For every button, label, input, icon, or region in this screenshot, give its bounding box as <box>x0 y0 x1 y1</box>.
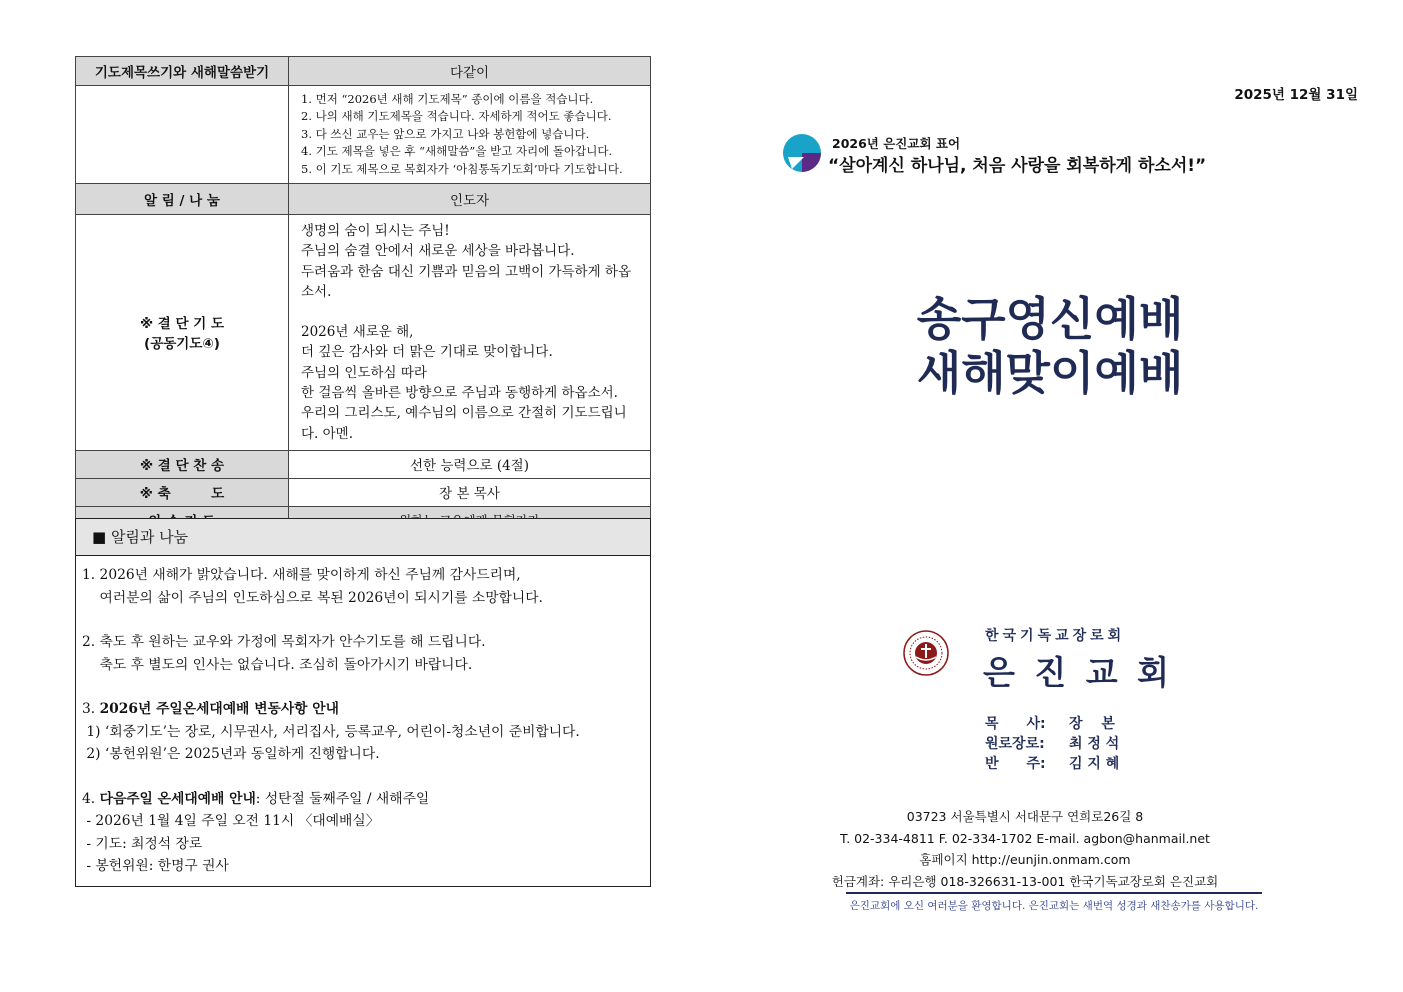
order-value-announcements: 인도자 <box>289 184 651 215</box>
notice-body <box>76 556 650 886</box>
prayer-line: 주님의 숨결 안에서 새로운 세상을 바라봅니다. <box>301 243 575 260</box>
prayer-line: 더 깊은 감사와 더 맑은 기대로 맞이합니다. <box>301 344 553 361</box>
staff-name: 최 정 석 <box>1069 736 1120 752</box>
motto-logo-icon <box>782 133 822 173</box>
notice-line: 2) ‘봉헌위원’은 2025년과 동일하게 진행합니다. <box>82 746 380 762</box>
order-value-prayer-writing: 다같이 <box>289 57 651 86</box>
staff-row <box>985 754 1119 774</box>
notice-item-4-rest: : 성탄절 둘째주일 / 새해주일 <box>255 790 430 807</box>
notice-item-4-title: 다음주일 온세대예배 안내 <box>99 790 256 807</box>
notice-line: - 봉헌위원: 한명구 권사 <box>82 858 229 874</box>
order-label-benediction: ※ 축 도 <box>76 478 289 506</box>
church-contact <box>820 806 1230 892</box>
order-label-prayer-writing: 기도제목쓰기와 새해말씀받기 <box>76 57 289 86</box>
notice-line: 1. 2026년 새해가 밝았습니다. 새해를 맞이하게 하신 주님께 감사드리며, <box>82 567 521 583</box>
order-value-hymn: 선한 능력으로 (4절) <box>289 450 651 478</box>
decision-prayer-text <box>289 215 651 451</box>
decision-prayer-sub: (공동기도④) <box>144 336 220 353</box>
staff-role: 반 주: <box>985 756 1046 772</box>
church-phone-email: T. 02-334-4811 F. 02-334-1702 E-mail. agbon@hanmail.net <box>840 830 1210 846</box>
prayer-line: 두려움과 한숨 대신 기쁨과 믿음의 고백이 가득하게 하옵소서. <box>301 263 631 300</box>
service-title-line2: 새해맞이예배 <box>916 346 1184 400</box>
order-label-announcements: 알 림 / 나 눔 <box>76 184 289 215</box>
decision-prayer-title: ※ 결 단 기 도 <box>139 316 225 333</box>
notice-box <box>75 518 651 887</box>
church-name: 은 진 교 회 <box>983 653 1173 692</box>
motto-label: 2026년 은진교회 표어 <box>832 136 961 151</box>
staff-row <box>985 734 1119 754</box>
notice-line: 1) ‘회중기도’는 장로, 시무권사, 서리집사, 등록교우, 어린이-청소년이 준비합니다. <box>82 723 580 740</box>
prayer-line: 우리의 그리스도, 예수님의 이름으로 간절히 기도드립니다. 아멘. <box>301 405 627 442</box>
church-address: 03723 서울특별시 서대문구 연희로26길 8 <box>906 809 1144 824</box>
worship-order-table <box>75 56 651 535</box>
notice-item-3-title: 2026년 주일온세대예배 변동사항 안내 <box>99 701 339 717</box>
welcome-message: 은진교회에 오신 여러분을 환영합니다. 은진교회는 새번역 성경과 새찬송가를 사용합니다. <box>849 900 1259 912</box>
staff-name: 김 지 혜 <box>1069 756 1120 772</box>
bulletin-date: 2025년 12월 31일 <box>1234 87 1358 103</box>
prayer-step: 4. 기도 제목을 넣은 후 “새해말씀”을 받고 자리에 돌아갑니다. <box>301 144 613 159</box>
staff-role: 원로장로: <box>985 736 1045 752</box>
notice-title: ■ 알림과 나눔 <box>76 519 650 556</box>
notice-line: 여러분의 삶이 주님의 인도하심으로 복된 2026년이 되시기를 소망합니다. <box>82 589 543 606</box>
notice-item-3-heading <box>82 698 644 721</box>
prayer-line: 한 걸음씩 올바른 방향으로 주님과 동행하게 하옵소서. <box>301 385 618 402</box>
prayer-step: 5. 이 기도 제목으로 목회자가 ‘아침통독기도회’마다 기도합니다. <box>301 161 623 176</box>
notice-line: 축도 후 별도의 인사는 없습니다. 조심히 돌아가시기 바랍니다. <box>82 656 473 673</box>
staff-list <box>985 714 1119 774</box>
church-homepage: 홈페이지 http://eunjin.onmam.com <box>919 852 1131 867</box>
order-empty-cell <box>76 86 289 184</box>
church-account: 헌금계좌: 우리은행 018-326631-13-001 한국기독교장로회 은진교회 <box>831 873 1219 889</box>
prayer-step: 3. 다 쓰신 교우는 앞으로 가지고 나와 봉헌함에 넣습니다. <box>301 126 590 141</box>
notice-line: - 기도: 최정석 장로 <box>82 835 203 852</box>
notice-item-4-heading <box>82 788 644 811</box>
staff-name: 장 본 <box>1069 716 1115 732</box>
church-seal-icon <box>903 630 949 676</box>
staff-row <box>985 714 1119 734</box>
motto-text: “살아계신 하나님, 처음 사랑을 회복하게 하소서!” <box>828 156 1207 176</box>
notice-line: 2. 축도 후 원하는 교우와 가정에 목회자가 안수기도를 해 드립니다. <box>82 634 486 650</box>
notice-line: - 2026년 1월 4일 주일 오전 11시 〈대예배실〉 <box>82 813 380 829</box>
notice-item-number: 4. <box>82 790 100 807</box>
order-label-decision-prayer <box>76 215 289 451</box>
prayer-line <box>301 302 638 322</box>
prayer-steps <box>289 86 651 184</box>
order-value-benediction: 장 본 목사 <box>289 478 651 506</box>
service-title-line1: 송구영신예배 <box>916 292 1184 346</box>
staff-role: 목 사: <box>985 716 1046 732</box>
service-title <box>880 292 1220 400</box>
notice-item-number: 3. <box>82 701 100 717</box>
denomination-name: 한국기독교장로회 <box>985 628 1126 644</box>
order-label-hymn: ※ 결 단 찬 송 <box>76 450 289 478</box>
prayer-step: 2. 나의 새해 기도제목을 적습니다. 자세하게 적어도 좋습니다. <box>301 109 612 124</box>
footer-divider <box>846 892 1262 894</box>
prayer-line: 주님의 인도하심 따라 <box>301 364 427 381</box>
prayer-line: 2026년 새로운 해, <box>301 324 414 341</box>
prayer-line: 생명의 숨이 되시는 주님! <box>301 223 450 239</box>
prayer-step: 1. 먼저 “2026년 새해 기도제목” 종이에 이름을 적습니다. <box>301 91 594 106</box>
